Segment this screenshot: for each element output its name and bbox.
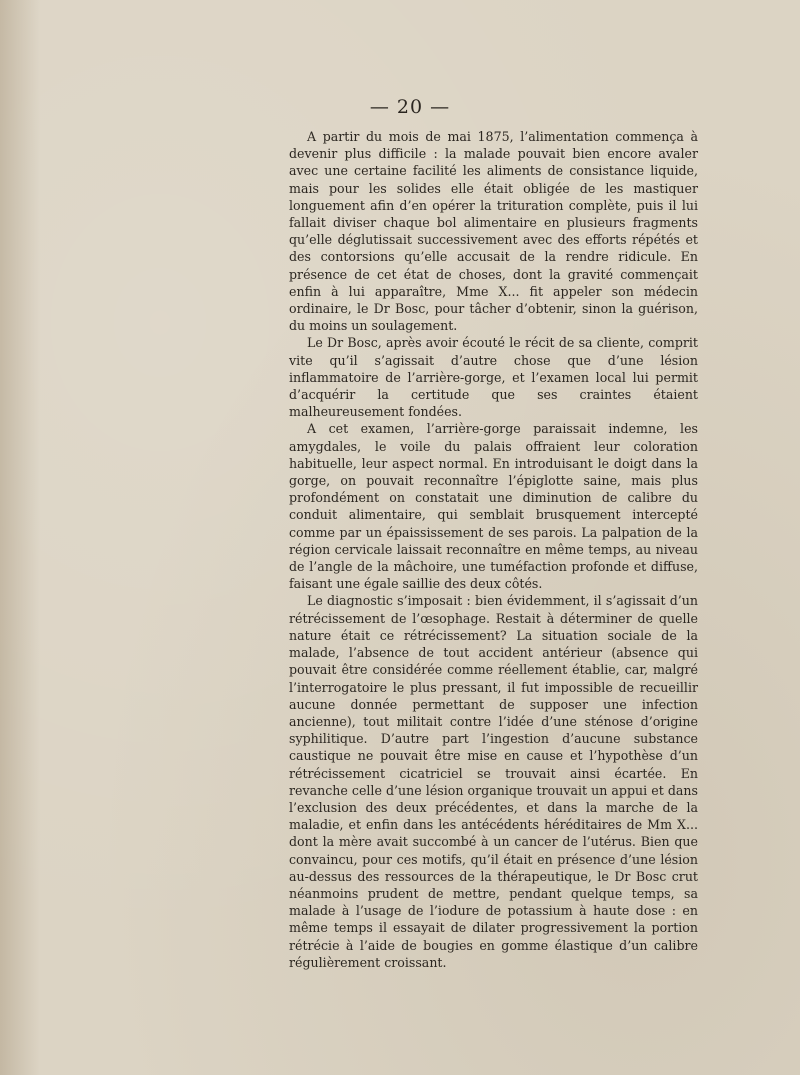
body-text bbox=[289, 128, 698, 971]
paragraph: Le diagnostic s’imposait : bien évidemment, il s’agissait d’un rétrécissement de l’œsophage. Restait à déterminer de quelle nature était ce rétrécissement? La situation sociale de la malade, l’absence de tout accident antérieur (absence qui pouvait être considérée comme réellement établie, car, malgré l’interrogatoire le plus pressant, il fut impossible de recueillir aucune donnée permettant de supposer une infection ancienne), tout militait contre l’idée d’une sténose d’origine syphilitique. D’autre part l’ingestion d’aucune substance caustique ne pouvait être mise en cause et l’hypothèse d’un rétrécissement cicatriciel se trouvait ainsi écartée. En revanche celle d’une lésion organique trouvait un appui et dans l’exclusion des deux précédentes, et dans la marche de la maladie, et enfin dans les antécédents héréditaires de Mm X... dont la mère avait succombé à un cancer de l’utérus. Bien que convaincu, pour ces motifs, qu’il était en présence d’une lésion au-dessus des ressources de la thérapeutique, le Dr Bosc crut néanmoins prudent de mettre, pendant quelque temps, sa malade à l’usage de l’iodure de potassium à haute dose : en même temps il essayait de dilater progressivement la portion rétrécie à l’aide de bougies en gomme élastique d’un calibre régulièrement croissant. bbox=[289, 593, 698, 970]
page-edge-shadow bbox=[0, 0, 40, 1075]
paragraph: A cet examen, l’arrière-gorge paraissait indemne, les amygdales, le voile du palais offraient leur coloration habituelle, leur aspect normal. En introduisant le doigt dans la gorge, on pouvait reconnaître l’épiglotte saine, mais plus profondément on constatait une diminution de calibre du conduit alimentaire, qui semblait brusquement intercepté comme par un épaississement de ses parois. La palpation de la région cervicale laissait reconnaître en même temps, au niveau de l’angle de la mâchoire, une tuméfaction profonde et diffuse, faisant une égale saillie des deux côtés. bbox=[289, 421, 698, 592]
paragraph: Le Dr Bosc, après avoir écouté le récit de sa cliente, comprit vite qu’il s’agissait d’autre chose que d’une lésion inflammatoire de l’arrière-gorge, et l’examen local lui permit d’acquérir la certitude que ses craintes étaient malheureusement fondées. bbox=[289, 335, 698, 420]
paragraph: A partir du mois de mai 1875, l’alimentation commença à devenir plus difficile : la malade pouvait bien encore avaler avec une certaine facilité les aliments de consistance liquide, mais pour les solides elle était obligée de les mastiquer longuement afin d’en opérer la trituration complète, puis il lui fallait diviser chaque bol alimentaire en plusieurs fragments qu’elle déglutissait successivement avec des efforts répétés et des contorsions qu’elle accusait de la rendre ridicule. En présence de cet état de choses, dont la gravité commençait enfin à lui apparaître, Mme X... fit appeler son médecin ordinaire, le Dr Bosc, pour tâcher d’obtenir, sinon la guérison, du moins un soulagement. bbox=[289, 129, 698, 334]
page-number: — 20 — bbox=[369, 96, 451, 118]
